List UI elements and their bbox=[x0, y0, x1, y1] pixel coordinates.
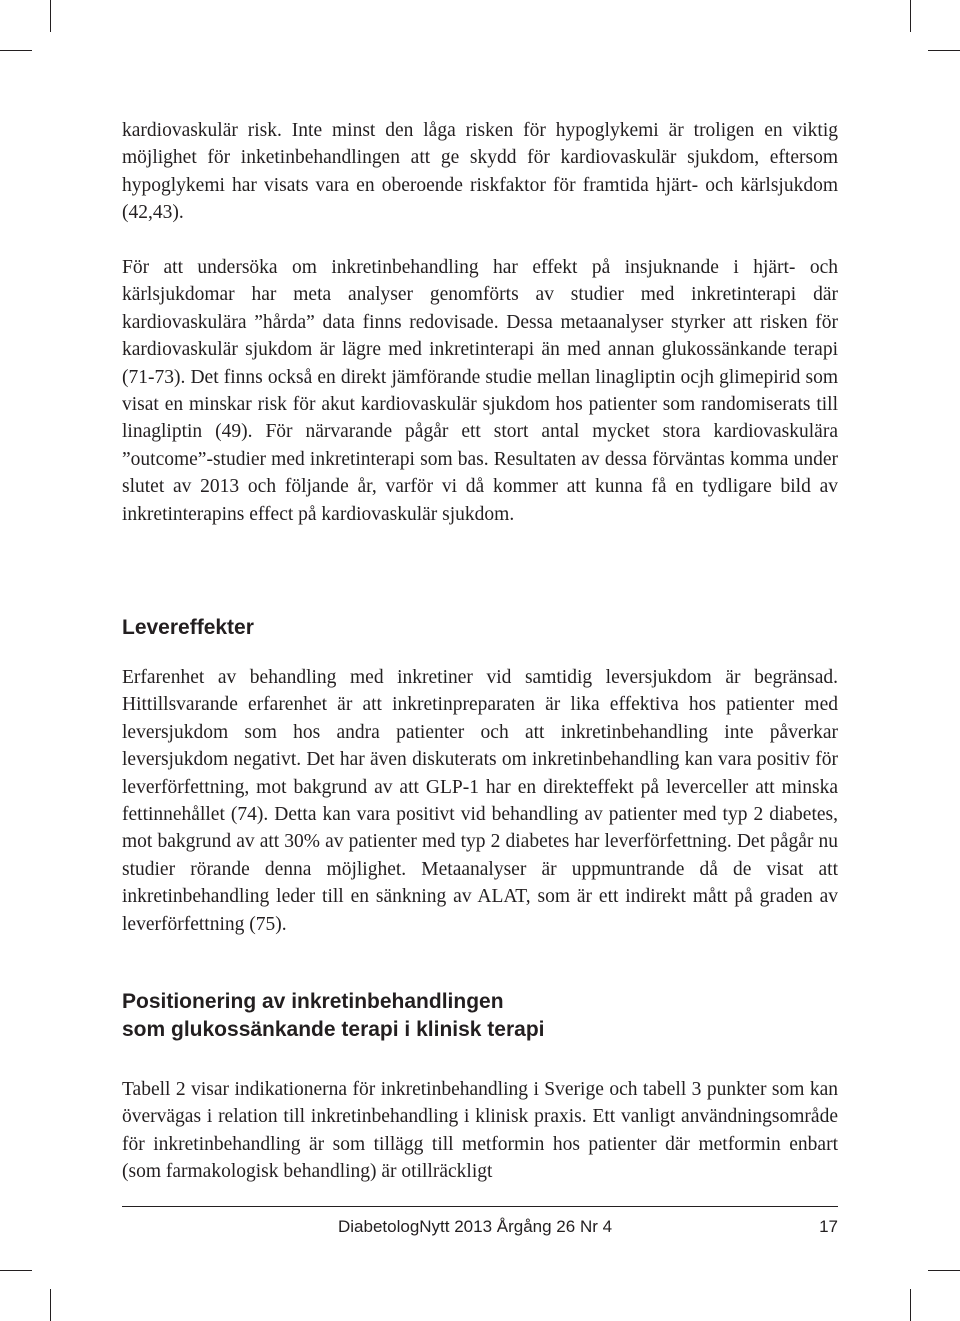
paragraph-incretin-cardiovascular: För att undersöka om inkretinbehandling har effekt på insjuknande i hjärt- och kärlsjukdomar har meta analyser genomförts av studier med inkretinterapi där kardiovaskulära ”hårda” data finns redovisade. Dessa metaanalyser styrker att risken för kardiovaskulär sjukdom är lägre med inkretinterapi än med annan glukossänkande terapi (71-73). Det finns också en direkt jämförande studie mellan linagliptin ocjh glimepirid som visat en minskar risk för akut kardiovaskulär sjukdom hos patienter som randomiserats till linagliptin (49). För närvarande pågår ett stort antal mycket stora kardiovaskulära ”outcome”-studier med inkretinterapi som bas. Resultaten av dessa förväntas komma under slutet av 2013 och följande år, varför vi då kommer att kunna få en tydligare bild av inkretinterapins effect på kardiovaskulär sjukdom. bbox=[122, 257, 838, 525]
crop-mark-top-right bbox=[910, 0, 911, 32]
crop-mark-bottom-left bbox=[50, 1289, 51, 1321]
crop-mark-top-left-h bbox=[0, 50, 32, 51]
crop-mark-top-right-h bbox=[928, 50, 960, 51]
crop-mark-top-left bbox=[50, 0, 51, 32]
crop-mark-bottom-right-h bbox=[928, 1270, 960, 1271]
heading-positionering-line1: Positionering av inkretinbehandlingen bbox=[122, 990, 504, 1013]
footer-journal: DiabetologNytt 2013 Årgång 26 Nr 4 bbox=[338, 1217, 613, 1236]
paragraph-positioning: Tabell 2 visar indikationerna för inkretinbehandling i Sverige och tabell 3 punkter som kan övervägas i relation till inkretinbehandling i klinisk praxis. Ett vanligt användningsområde för inkretinbehandling är som tillägg till metformin hos patienter där metformin enbart (som farmakologisk behandling) är otillräckligt bbox=[122, 1079, 838, 1183]
paragraph-liver-effects: Erfarenhet av behandling med inkretiner vid samtidig leversjukdom är begränsad. Hittillsvarande erfarenhet är att inkretinpreparaten är lika effektiva hos patienter med leversjukdom som hos andra patienter och att inkretinbehandling inte påverkar leversjukdom negativt. Det har även diskuterats om inkretinbehandling kan vara positiv för leverförfettning, mot bakgrund av att GLP-1 har en direkteffekt på leverceller att minska fettinnehållet (74). Detta kan vara positivt vid behandling av patienter med typ 2 diabetes, mot bakgrund av att 30% av patienter med typ 2 diabetes har leverförfettning. Det pågår nu studier rörande denna möjlighet. Metaanalyser är uppmuntrande då de visat att inkretinbehandling leder till en sänkning av ALAT, som är ett indirekt mått på graden av leverförfettning (75). bbox=[122, 667, 838, 935]
paragraph-cardiovascular-risk: kardiovaskulär risk. Inte minst den låga risken för hypoglykemi är troligen en viktig möjlighet för inketinbehandlingen att ge skydd för kardiovaskulär sjukdom, eftersom hypoglykemi har visats vara en oberoende riskfaktor för framtida hjärt- och kärlsjukdom (42,43). bbox=[122, 120, 838, 224]
crop-mark-bottom-left-h bbox=[0, 1270, 32, 1271]
heading-levereffekter: Levereffekter bbox=[122, 616, 254, 639]
footer-page-number: 17 bbox=[819, 1217, 838, 1236]
crop-mark-bottom-right bbox=[910, 1289, 911, 1321]
heading-positionering-line2: som glukossänkande terapi i klinisk terapi bbox=[122, 1018, 545, 1041]
footer-divider bbox=[122, 1206, 838, 1207]
